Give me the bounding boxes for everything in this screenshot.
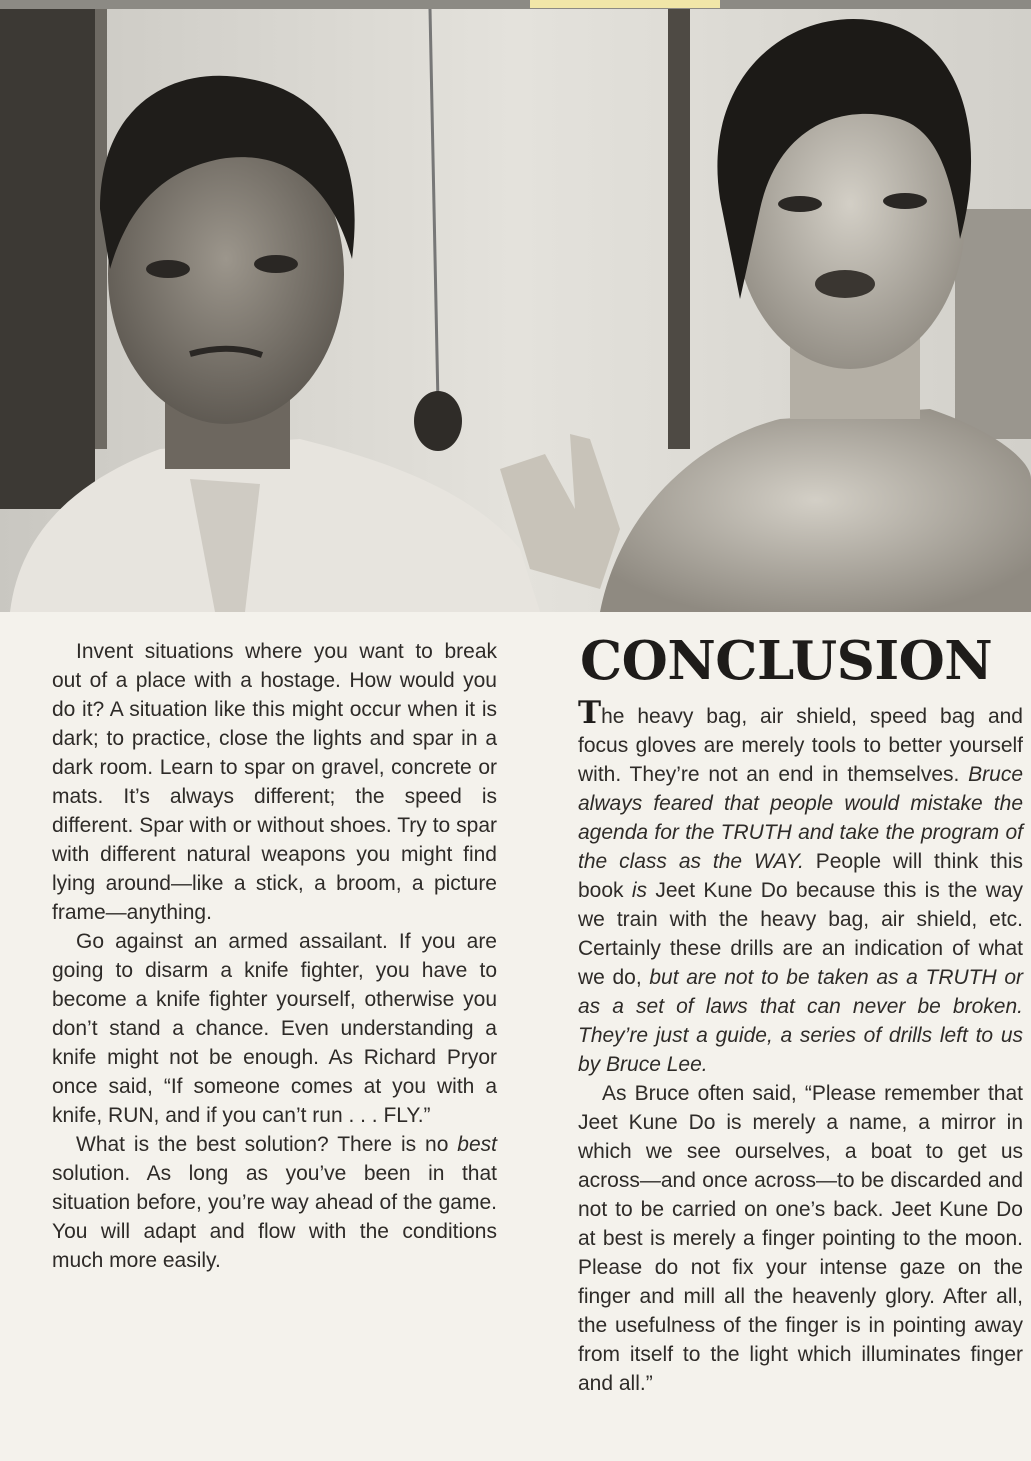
paragraph: Go against an armed assailant. If you are going to disarm a knife fighter, you have to become a knife fighter yourself, otherwise you don’t stand a chance. Even understanding a knife might not be enough. As Richard Pryor once said, “If someone comes at you with a knife, RUN, and if you can’t run . . . FLY.”: [52, 930, 497, 1127]
left-column: [52, 637, 497, 1275]
paragraph: What is the best solution? There is no best solution. As long as you’ve been in that situation before, you’re way ahead of the game. You will adapt and flow with the conditions much more easily.: [52, 1133, 497, 1272]
scan-top-edge: [0, 0, 1031, 9]
paragraph: Invent situations where you want to break out of a place with a hostage. How would you do it? A situation like this might occur when it is dark; to practice, close the lights and spar in a dark room. Learn to spar on gravel, concrete or mats. It’s always different; the speed is different. Spar with or without shoes. Try to spar with different natural weapons you might find lying around—like a stick, a broom, a picture frame—anything.: [52, 640, 497, 924]
paragraph: The heavy bag, air shield, speed bag and focus gloves are merely tools to better yourself with. They’re not an end in themselves. Bruce always feared that people would mistake the agenda for the TRUTH and take the program of the class as the WAY. People will think this book is Jeet Kune Do because this is the way we train with the heavy bag, air shield, etc. Certainly these drills are an indication of what we do, but are not to be taken as a TRUTH or as a set of laws that can never be broken. They’re just a guide, a series of drills left to us by Bruce Lee.: [578, 695, 1023, 1076]
paragraph: As Bruce often said, “Please remember that Jeet Kune Do is merely a name, a mirror in which we see ourselves, a boat to get us across—and once across—to be discarded and not to be carried on one’s back. Jeet Kune Do at best is merely a finger pointing to the moon. Please do not fix your intense gaze on the finger and mill all the heavenly glory. After all, the usefulness of the finger is in pointing away from itself to the light which illuminates finger and all.”: [578, 1082, 1023, 1395]
photo-two-men: [0, 9, 1031, 612]
photo-of-two-martial-artists-icon: [0, 9, 1031, 612]
drop-cap: T: [578, 695, 602, 731]
right-column: [578, 626, 1023, 1398]
page-tab-strip: [530, 0, 720, 8]
section-heading: CONCLUSION: [580, 630, 993, 692]
